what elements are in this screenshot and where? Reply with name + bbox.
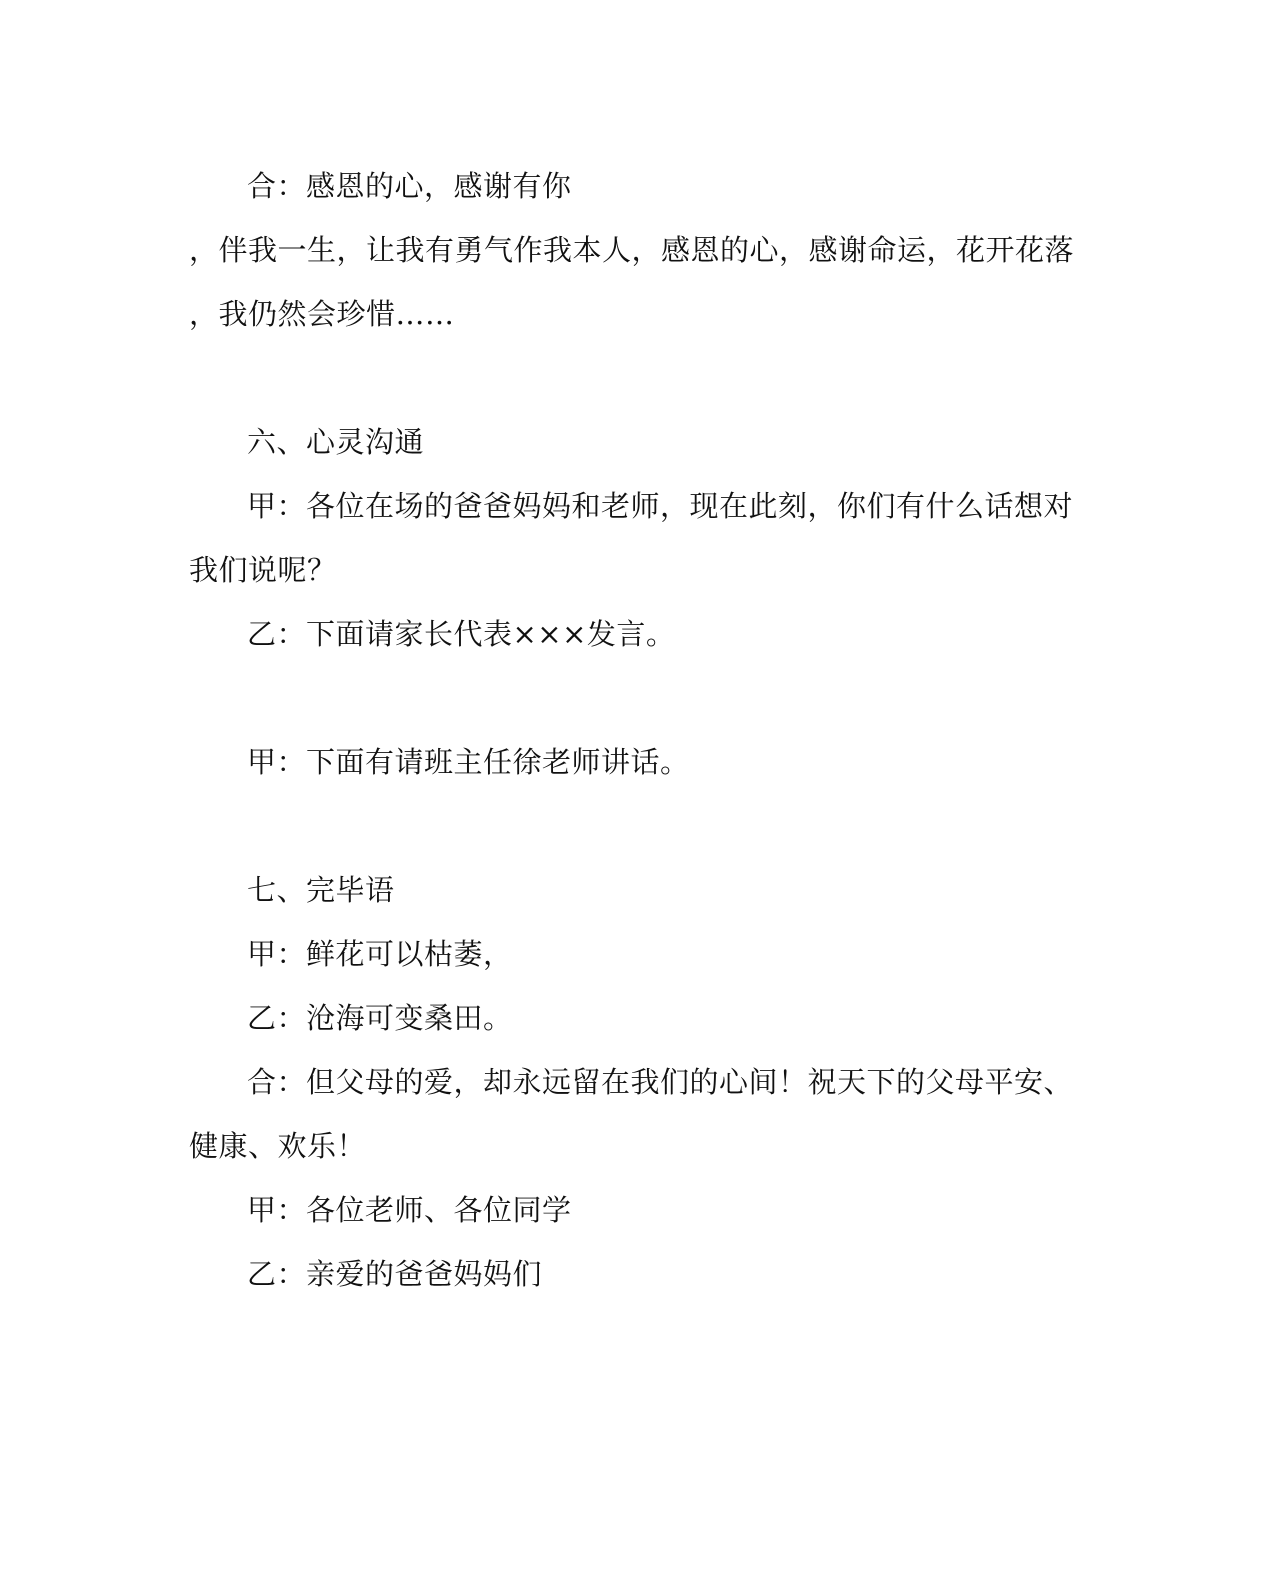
text-line: 甲：各位在场的爸爸妈妈和老师，现在此刻，你们有什么话想对 [247,489,1074,523]
text-line: 乙：亲爱的爸爸妈妈们 [247,1257,543,1291]
text-line: 乙：沧海可变桑田。 [247,1001,513,1035]
text-line: 合：感恩的心，感谢有你 [247,169,572,203]
section-heading: 七、完毕语 [247,873,395,907]
text-line: 甲：各位老师、各位同学 [247,1193,572,1227]
text-line: 甲：鲜花可以枯萎， [247,937,513,971]
section-heading: 六、心灵沟通 [247,425,425,459]
text-line: ，伴我一生，让我有勇气作我本人，感恩的心，感谢命运，花开花落 [189,233,1075,267]
text-line: 健康、欢乐！ [189,1129,367,1163]
text-line: 合：但父母的爱，却永远留在我们的心间！祝天下的父母平安、 [247,1065,1074,1099]
text-line: 乙：下面请家长代表×××发言。 [247,617,676,651]
text-line: ，我仍然会珍惜…… [189,297,455,331]
text-line: 甲：下面有请班主任徐老师讲话。 [247,745,690,779]
text-line: 我们说呢？ [189,553,337,587]
